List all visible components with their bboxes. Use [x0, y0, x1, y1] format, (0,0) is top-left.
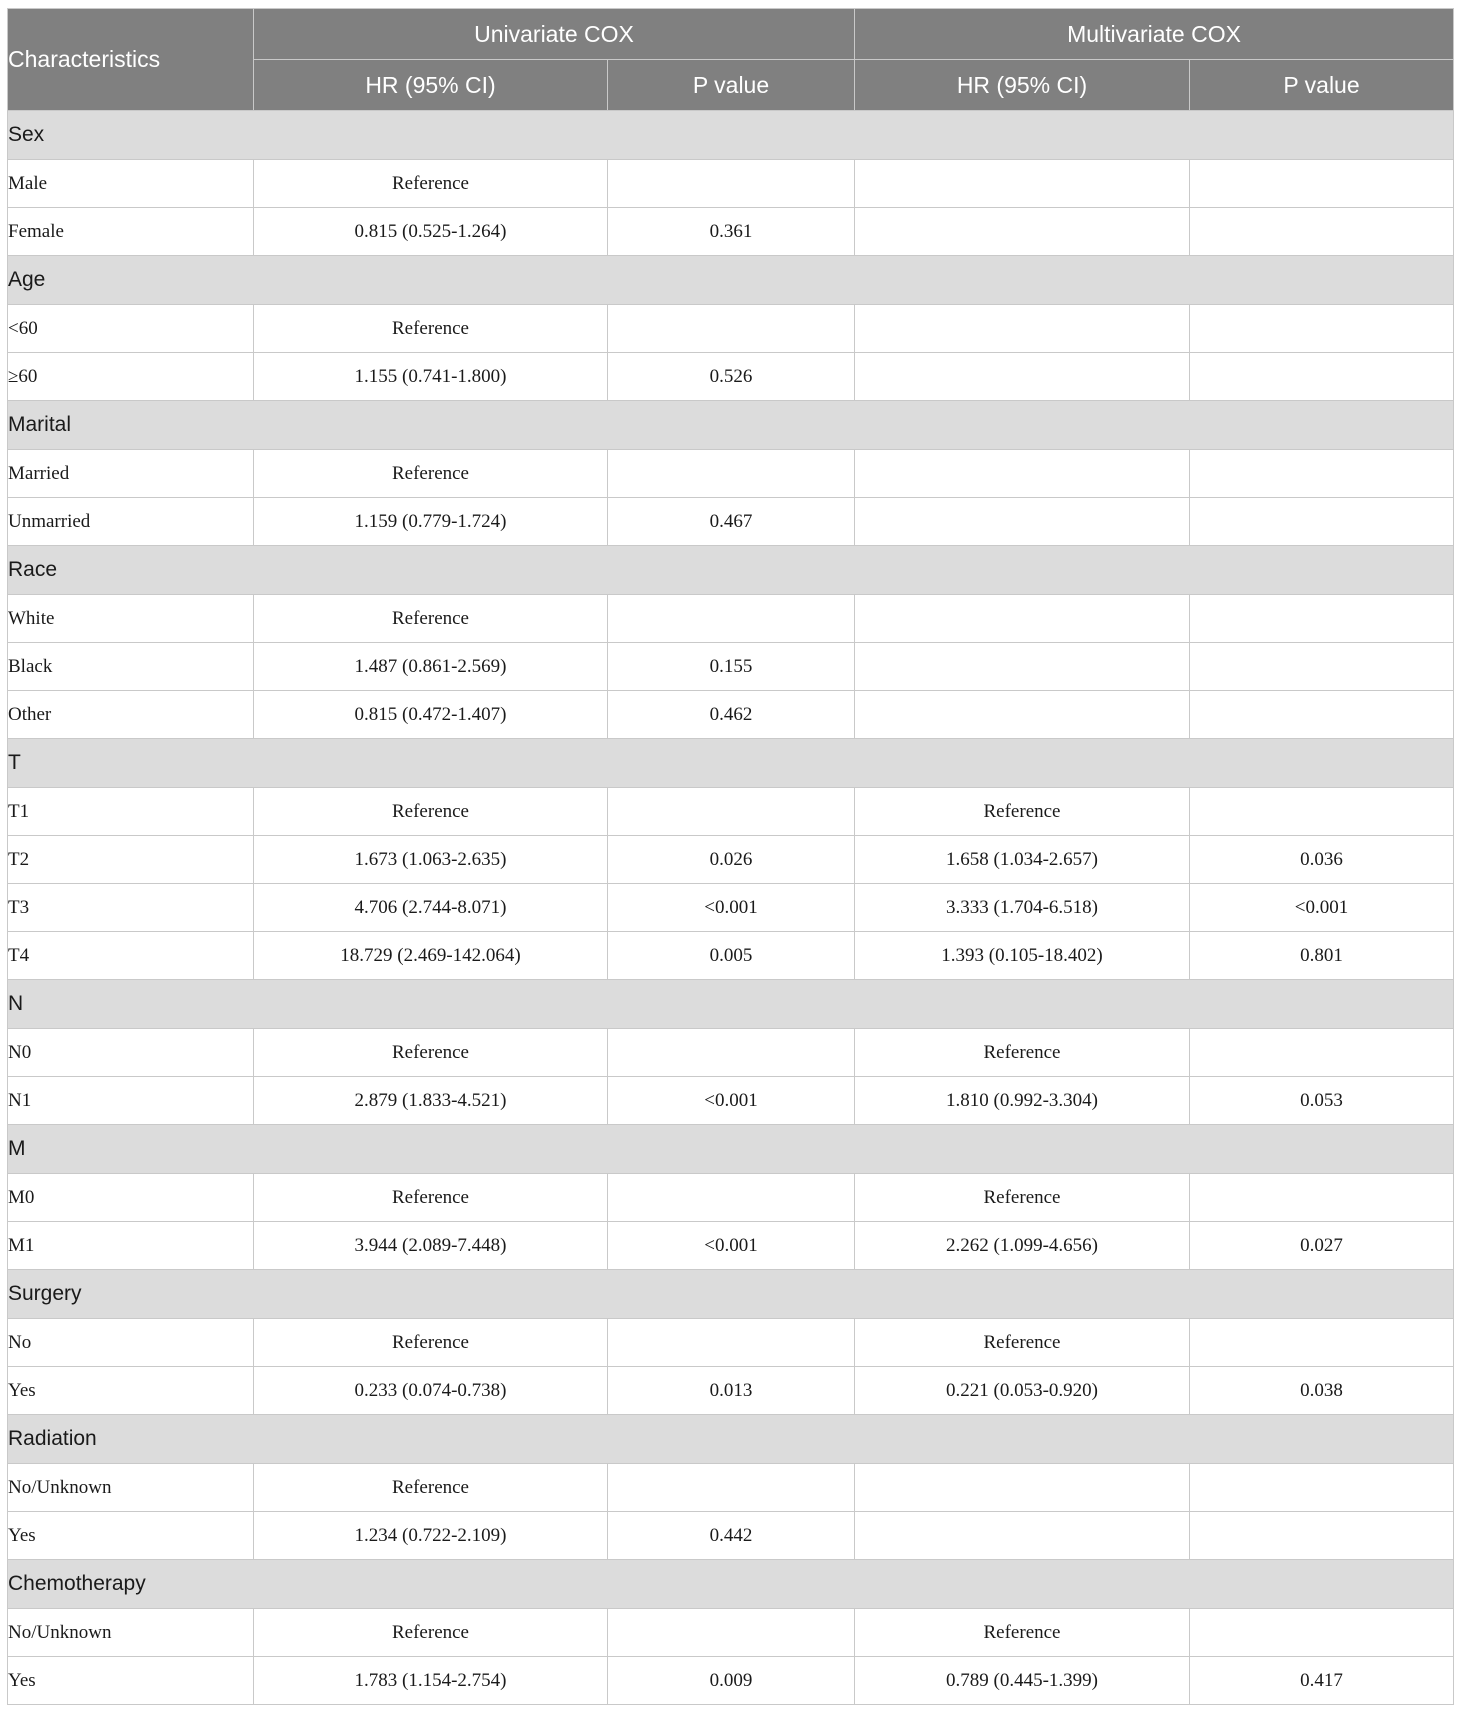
multivariate-hr-cell: 1.810 (0.992-3.304)	[855, 1077, 1190, 1125]
multivariate-hr-cell: 0.221 (0.053-0.920)	[855, 1367, 1190, 1415]
group-label: Surgery	[8, 1270, 1454, 1319]
univariate-hr-cell: Reference	[254, 1609, 608, 1657]
group-row	[8, 739, 1454, 788]
univariate-hr-header: HR (95% CI)	[254, 60, 608, 111]
group-row	[8, 1415, 1454, 1464]
row-label: Yes	[8, 1657, 254, 1705]
table-row	[8, 1609, 1454, 1657]
table-row	[8, 932, 1454, 980]
univariate-hr-cell: Reference	[254, 160, 608, 208]
row-label: Unmarried	[8, 498, 254, 546]
table-row	[8, 353, 1454, 401]
row-label: ≥60	[8, 353, 254, 401]
univariate-p-cell: 0.467	[608, 498, 855, 546]
table-row	[8, 1367, 1454, 1415]
multivariate-p-cell	[1190, 691, 1454, 739]
table-row	[8, 1077, 1454, 1125]
univariate-p-cell	[608, 595, 855, 643]
univariate-hr-cell: 0.233 (0.074-0.738)	[254, 1367, 608, 1415]
univariate-p-cell: 0.462	[608, 691, 855, 739]
row-label: Yes	[8, 1512, 254, 1560]
univariate-p-cell	[608, 1609, 855, 1657]
row-label: Black	[8, 643, 254, 691]
table-body	[8, 111, 1454, 1705]
univariate-p-cell: <0.001	[608, 884, 855, 932]
univariate-p-cell: 0.155	[608, 643, 855, 691]
multivariate-p-cell	[1190, 498, 1454, 546]
multivariate-hr-cell	[855, 208, 1190, 256]
multivariate-hr-cell: Reference	[855, 1319, 1190, 1367]
univariate-p-cell	[608, 1174, 855, 1222]
multivariate-p-cell	[1190, 1464, 1454, 1512]
row-label: N1	[8, 1077, 254, 1125]
univariate-hr-cell: Reference	[254, 1319, 608, 1367]
univariate-p-cell: 0.526	[608, 353, 855, 401]
cox-regression-table	[7, 8, 1454, 1705]
univariate-p-cell: 0.005	[608, 932, 855, 980]
table-row	[8, 1319, 1454, 1367]
univariate-hr-cell: 1.234 (0.722-2.109)	[254, 1512, 608, 1560]
multivariate-p-cell	[1190, 1512, 1454, 1560]
multivariate-hr-cell	[855, 595, 1190, 643]
univariate-header: Univariate COX	[254, 9, 855, 60]
table-row	[8, 1174, 1454, 1222]
multivariate-hr-cell	[855, 305, 1190, 353]
table-row	[8, 836, 1454, 884]
table-row	[8, 208, 1454, 256]
row-label: T4	[8, 932, 254, 980]
univariate-p-cell: 0.442	[608, 1512, 855, 1560]
multivariate-p-cell	[1190, 788, 1454, 836]
univariate-hr-cell: Reference	[254, 1174, 608, 1222]
group-row	[8, 980, 1454, 1029]
multivariate-p-cell	[1190, 450, 1454, 498]
multivariate-p-cell: 0.801	[1190, 932, 1454, 980]
multivariate-p-cell	[1190, 160, 1454, 208]
univariate-p-cell	[608, 788, 855, 836]
multivariate-hr-cell: 1.658 (1.034-2.657)	[855, 836, 1190, 884]
multivariate-p-cell	[1190, 595, 1454, 643]
univariate-p-cell: 0.009	[608, 1657, 855, 1705]
multivariate-p-header: P value	[1190, 60, 1454, 111]
group-row	[8, 546, 1454, 595]
group-row	[8, 1560, 1454, 1609]
univariate-p-cell	[608, 450, 855, 498]
row-label: M1	[8, 1222, 254, 1270]
table-row	[8, 450, 1454, 498]
row-label: No	[8, 1319, 254, 1367]
group-row	[8, 1125, 1454, 1174]
multivariate-p-cell: 0.038	[1190, 1367, 1454, 1415]
multivariate-hr-cell	[855, 691, 1190, 739]
univariate-p-cell: <0.001	[608, 1077, 855, 1125]
multivariate-p-cell	[1190, 1609, 1454, 1657]
table-row	[8, 1657, 1454, 1705]
univariate-hr-cell: 1.487 (0.861-2.569)	[254, 643, 608, 691]
group-label: N	[8, 980, 1454, 1029]
multivariate-hr-cell	[855, 498, 1190, 546]
univariate-hr-cell: 1.783 (1.154-2.754)	[254, 1657, 608, 1705]
univariate-p-cell: <0.001	[608, 1222, 855, 1270]
univariate-hr-cell: Reference	[254, 788, 608, 836]
row-label: No/Unknown	[8, 1464, 254, 1512]
multivariate-hr-cell: Reference	[855, 788, 1190, 836]
multivariate-p-cell: <0.001	[1190, 884, 1454, 932]
univariate-hr-cell: 0.815 (0.472-1.407)	[254, 691, 608, 739]
multivariate-p-cell	[1190, 1174, 1454, 1222]
row-label: Male	[8, 160, 254, 208]
group-label: Race	[8, 546, 1454, 595]
univariate-hr-cell: 1.155 (0.741-1.800)	[254, 353, 608, 401]
univariate-hr-cell: 0.815 (0.525-1.264)	[254, 208, 608, 256]
group-row	[8, 111, 1454, 160]
table-row	[8, 1512, 1454, 1560]
univariate-hr-cell: Reference	[254, 595, 608, 643]
table-row	[8, 160, 1454, 208]
univariate-p-cell	[608, 1319, 855, 1367]
table-row	[8, 595, 1454, 643]
multivariate-p-cell: 0.036	[1190, 836, 1454, 884]
group-label: M	[8, 1125, 1454, 1174]
multivariate-hr-header: HR (95% CI)	[855, 60, 1190, 111]
table-row	[8, 788, 1454, 836]
group-label: Radiation	[8, 1415, 1454, 1464]
multivariate-p-cell: 0.027	[1190, 1222, 1454, 1270]
row-label: Other	[8, 691, 254, 739]
header-row-top	[8, 9, 1454, 60]
multivariate-p-cell	[1190, 208, 1454, 256]
group-label: Sex	[8, 111, 1454, 160]
row-label: N0	[8, 1029, 254, 1077]
univariate-hr-cell: Reference	[254, 450, 608, 498]
multivariate-hr-cell: 0.789 (0.445-1.399)	[855, 1657, 1190, 1705]
univariate-hr-cell: Reference	[254, 1029, 608, 1077]
univariate-hr-cell: Reference	[254, 1464, 608, 1512]
multivariate-hr-cell: 2.262 (1.099-4.656)	[855, 1222, 1190, 1270]
multivariate-p-cell: 0.417	[1190, 1657, 1454, 1705]
group-label: Chemotherapy	[8, 1560, 1454, 1609]
table-row	[8, 1464, 1454, 1512]
group-label: T	[8, 739, 1454, 788]
row-label: T1	[8, 788, 254, 836]
row-label: Female	[8, 208, 254, 256]
table-row	[8, 691, 1454, 739]
multivariate-p-cell	[1190, 643, 1454, 691]
row-label: Yes	[8, 1367, 254, 1415]
multivariate-hr-cell: Reference	[855, 1174, 1190, 1222]
univariate-p-cell	[608, 160, 855, 208]
row-label: <60	[8, 305, 254, 353]
group-label: Marital	[8, 401, 1454, 450]
table-row	[8, 498, 1454, 546]
multivariate-hr-cell	[855, 353, 1190, 401]
row-label: White	[8, 595, 254, 643]
multivariate-hr-cell: 1.393 (0.105-18.402)	[855, 932, 1190, 980]
multivariate-p-cell	[1190, 305, 1454, 353]
multivariate-hr-cell	[855, 1512, 1190, 1560]
table-row	[8, 1029, 1454, 1077]
group-row	[8, 1270, 1454, 1319]
row-label: No/Unknown	[8, 1609, 254, 1657]
table-row	[8, 1222, 1454, 1270]
univariate-hr-cell: Reference	[254, 305, 608, 353]
multivariate-p-cell: 0.053	[1190, 1077, 1454, 1125]
univariate-hr-cell: 18.729 (2.469-142.064)	[254, 932, 608, 980]
table-row	[8, 643, 1454, 691]
row-label: T2	[8, 836, 254, 884]
multivariate-hr-cell: Reference	[855, 1029, 1190, 1077]
row-label: T3	[8, 884, 254, 932]
group-row	[8, 256, 1454, 305]
table-row	[8, 884, 1454, 932]
univariate-p-header: P value	[608, 60, 855, 111]
univariate-p-cell: 0.013	[608, 1367, 855, 1415]
univariate-hr-cell: 1.159 (0.779-1.724)	[254, 498, 608, 546]
row-label: Married	[8, 450, 254, 498]
univariate-hr-cell: 4.706 (2.744-8.071)	[254, 884, 608, 932]
univariate-p-cell	[608, 1464, 855, 1512]
univariate-p-cell	[608, 1029, 855, 1077]
univariate-p-cell	[608, 305, 855, 353]
multivariate-hr-cell	[855, 160, 1190, 208]
table-row	[8, 305, 1454, 353]
univariate-p-cell: 0.361	[608, 208, 855, 256]
multivariate-hr-cell	[855, 1464, 1190, 1512]
group-label: Age	[8, 256, 1454, 305]
multivariate-header: Multivariate COX	[855, 9, 1454, 60]
univariate-hr-cell: 2.879 (1.833-4.521)	[254, 1077, 608, 1125]
multivariate-hr-cell	[855, 643, 1190, 691]
univariate-hr-cell: 1.673 (1.063-2.635)	[254, 836, 608, 884]
multivariate-hr-cell: 3.333 (1.704-6.518)	[855, 884, 1190, 932]
multivariate-hr-cell	[855, 450, 1190, 498]
multivariate-hr-cell: Reference	[855, 1609, 1190, 1657]
characteristics-header: Characteristics	[8, 9, 254, 111]
multivariate-p-cell	[1190, 353, 1454, 401]
multivariate-p-cell	[1190, 1319, 1454, 1367]
univariate-hr-cell: 3.944 (2.089-7.448)	[254, 1222, 608, 1270]
row-label: M0	[8, 1174, 254, 1222]
group-row	[8, 401, 1454, 450]
multivariate-p-cell	[1190, 1029, 1454, 1077]
univariate-p-cell: 0.026	[608, 836, 855, 884]
